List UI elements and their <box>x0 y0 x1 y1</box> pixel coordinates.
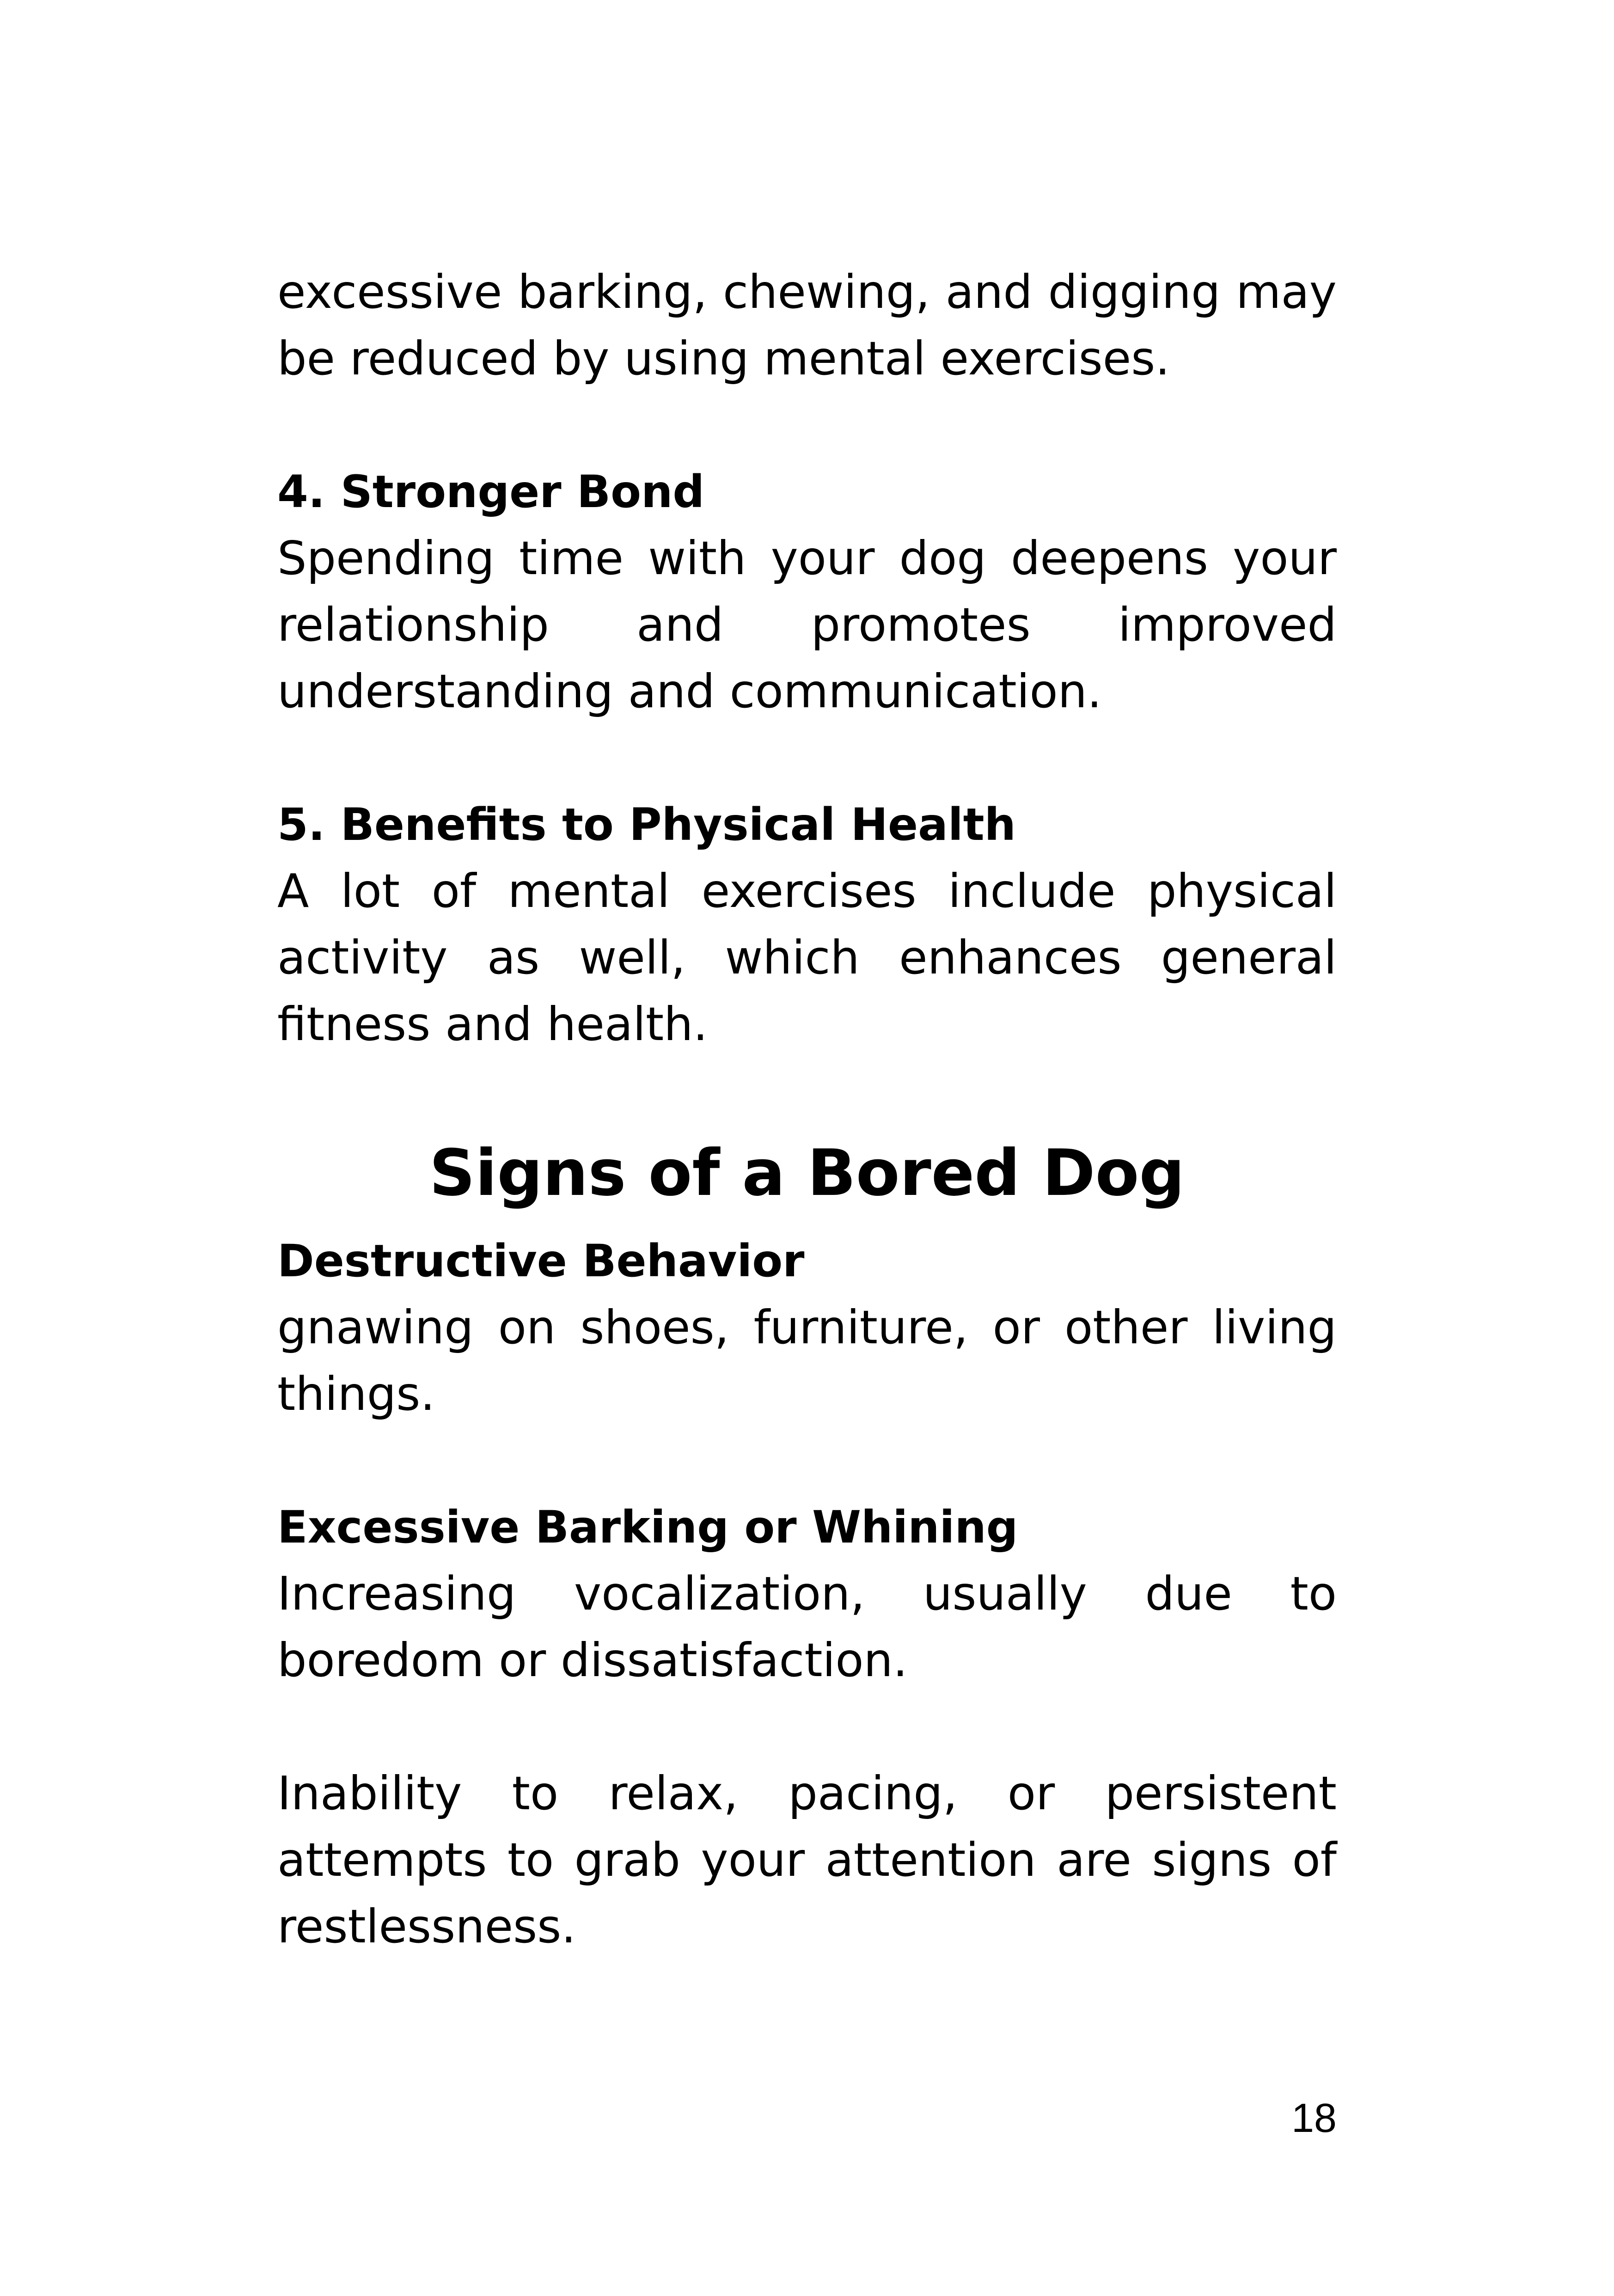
spacer <box>277 1219 1337 1228</box>
spacer <box>277 725 1337 791</box>
spacer <box>277 1694 1337 1760</box>
restlessness-paragraph: Inability to relax, pacing, or persistent attempts to grab your attention are signs of restlessness. <box>277 1766 1337 1953</box>
sign-heading-destructive-behavior: Destructive Behavior <box>277 1235 805 1287</box>
benefit-heading-physical-health: 5. Benefits to Physical Health <box>277 799 1016 851</box>
spacer <box>277 392 1337 459</box>
sign-text-excessive-barking: Increasing vocalization, usually due to boredom or dissatisfaction. <box>277 1567 1337 1687</box>
spacer <box>277 1058 1337 1127</box>
page-content <box>277 259 1337 1960</box>
benefit-text-stronger-bond: Spending time with your dog deepens your relationship and promotes improved understanding and communication. <box>277 531 1337 718</box>
section-title: Signs of a Bored Dog <box>429 1136 1185 1210</box>
intro-paragraph: excessive barking, chewing, and digging may be reduced by using mental exercises. <box>277 265 1337 386</box>
benefit-text-physical-health: A lot of mental exercises include physical activity as well, which enhances general fitness and health. <box>277 864 1337 1051</box>
sign-heading-excessive-barking: Excessive Barking or Whining <box>277 1501 1018 1553</box>
spacer <box>277 1427 1337 1494</box>
page-number: 18 <box>1291 2095 1337 2141</box>
benefit-heading-stronger-bond: 4. Stronger Bond <box>277 466 705 518</box>
sign-text-destructive-behavior: gnawing on shoes, furniture, or other living things. <box>277 1300 1337 1421</box>
